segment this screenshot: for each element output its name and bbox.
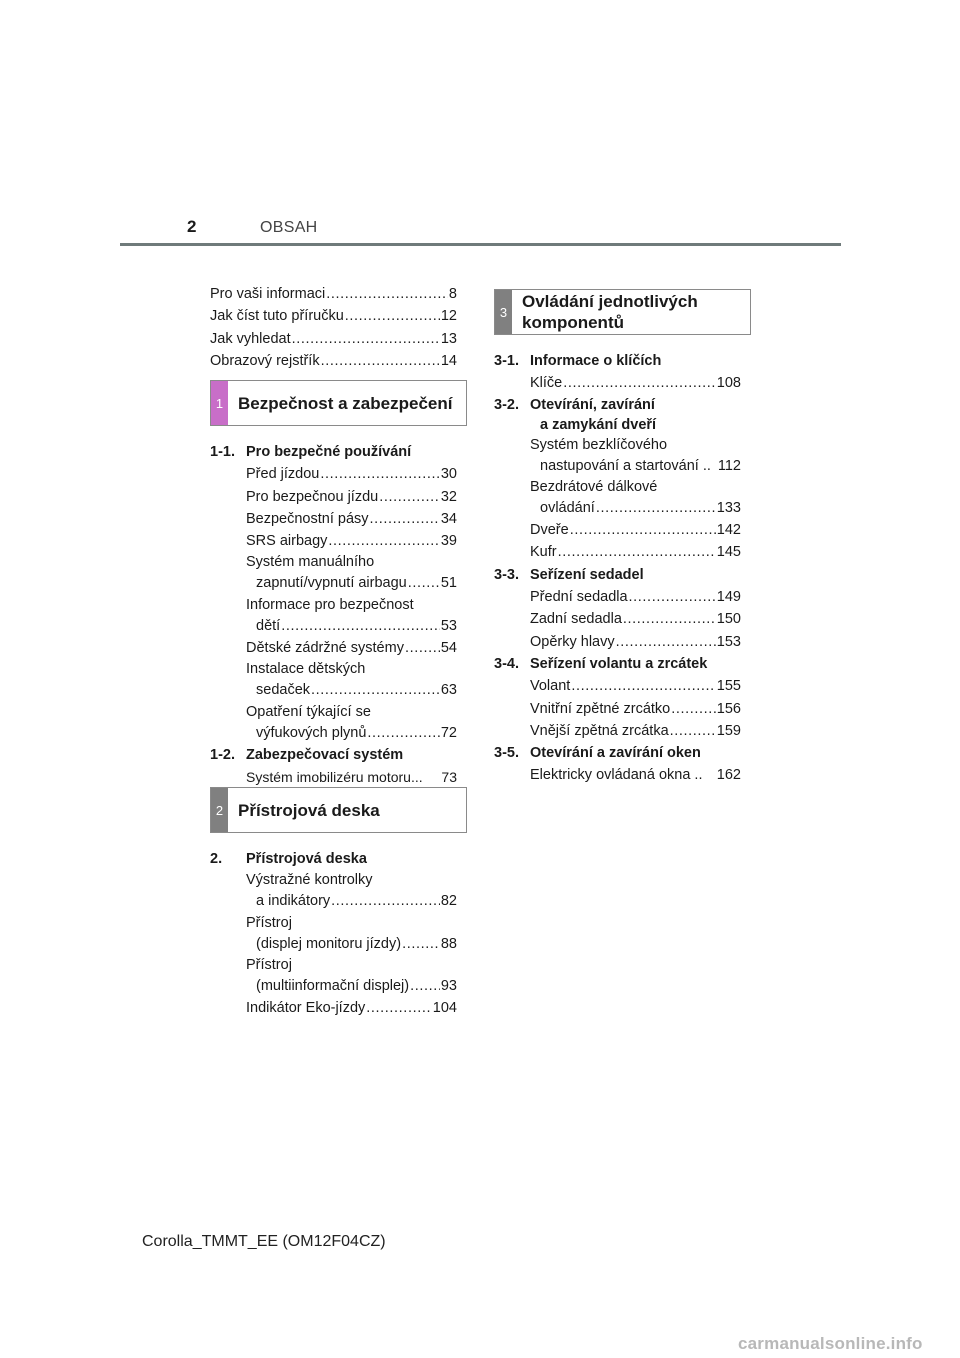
toc-entry[interactable] [210, 283, 457, 305]
chapter-3-tab: 3 [495, 290, 512, 334]
section-number: 3-1. [494, 353, 519, 369]
toc-page: 150 [716, 611, 741, 628]
leader-dots [408, 572, 440, 594]
leader-dots [292, 328, 440, 350]
toc-page: 149 [716, 589, 741, 606]
section-title: a zamykání dveří [540, 416, 657, 433]
section-heading[interactable] [494, 395, 741, 435]
leader-dots [629, 586, 716, 608]
toc-title: Volant [530, 678, 571, 695]
toc-title: Systém imobilizéru motoru... [246, 769, 423, 786]
toc-entry-multiline[interactable] [246, 913, 457, 955]
toc-title: Vnitřní zpětné zrcátko [530, 700, 671, 717]
toc-page: 108 [716, 375, 741, 392]
toc-page: 32 [440, 488, 457, 505]
toc-page: 51 [440, 575, 457, 592]
toc-page: 112 [717, 457, 741, 474]
toc-page: 82 [440, 893, 457, 910]
toc-entry[interactable] [210, 328, 457, 350]
toc-title: zapnutí/vypnutí airbagu [256, 575, 407, 592]
leader-dots [370, 508, 440, 530]
toc-page: 39 [440, 533, 457, 550]
leader-dots [328, 530, 439, 552]
toc-page: 88 [440, 935, 457, 952]
watermark: carmanualsonline.info [738, 1334, 923, 1353]
toc-entry[interactable] [530, 586, 741, 608]
section-title: Zabezpečovací systém [246, 746, 404, 763]
toc-entry[interactable] [210, 305, 457, 327]
leader-dots [311, 679, 440, 701]
toc-entry[interactable] [246, 766, 457, 788]
toc-entry[interactable] [210, 350, 457, 372]
section-title: Přístrojová deska [246, 851, 367, 867]
toc-title: Pro bezpečnou jízdu [246, 488, 379, 505]
toc-page: 63 [440, 682, 457, 699]
leader-dots [570, 519, 716, 541]
toc-title: výfukových plynů [256, 724, 367, 741]
toc-entry[interactable] [246, 463, 457, 485]
chapter-1-heading[interactable] [210, 380, 467, 426]
section-number: 3-4. [494, 655, 519, 672]
toc-title: Systém bezklíčového [530, 436, 668, 453]
leader-dots [623, 608, 716, 630]
toc-title: Informace pro bezpečnost [246, 596, 414, 613]
section-title: Pro bezpečné používání [246, 444, 412, 460]
section-heading[interactable] [494, 653, 741, 675]
section-number: 2. [210, 851, 223, 867]
section-heading[interactable] [210, 848, 457, 870]
section-heading[interactable] [210, 744, 457, 766]
toc-title: Systém manuálního [246, 554, 375, 571]
chapter-3-heading[interactable] [494, 289, 751, 335]
leader-dots [331, 890, 440, 912]
leader-dots [321, 350, 440, 372]
header-rule [120, 243, 841, 246]
chapter-2-heading[interactable] [210, 787, 467, 833]
toc-title: ovládání [540, 499, 595, 516]
toc-title: a indikátory [256, 893, 331, 910]
toc-title: Instalace dětských [246, 661, 366, 678]
toc-entry[interactable] [530, 720, 741, 742]
toc-entry[interactable] [246, 486, 457, 508]
toc-title: Opatření týkající se [246, 703, 371, 720]
chapter-3-title-line: komponentů [522, 313, 624, 332]
toc-title: Obrazový rejstřík [210, 352, 320, 369]
toc-page: 12 [440, 308, 457, 325]
toc-page: 54 [440, 640, 457, 657]
toc-entry[interactable] [530, 631, 741, 653]
toc-page: 73 [441, 769, 457, 786]
toc-title: Elektricky ovládaná okna .. [530, 767, 703, 784]
toc-entry-multiline[interactable] [246, 702, 457, 744]
section-heading[interactable] [494, 742, 741, 764]
chapter-3-list [494, 350, 741, 787]
toc-page: 155 [716, 678, 741, 695]
leader-dots [405, 637, 440, 659]
toc-title: Vnější zpětná zrcátka [530, 722, 669, 739]
leader-dots [345, 305, 440, 327]
leader-dots [596, 497, 716, 519]
toc-page: 162 [716, 767, 741, 784]
left-column [210, 283, 457, 372]
toc-page: 104 [432, 1000, 457, 1017]
toc-entry[interactable] [530, 675, 741, 697]
toc-entry[interactable] [530, 372, 741, 394]
leader-dots [410, 975, 440, 997]
chapter-1-title: Bezpečnost a zabezpečení [238, 393, 453, 413]
toc-page: 13 [440, 330, 457, 347]
toc-entry[interactable] [530, 698, 741, 720]
chapter-2-title: Přístrojová deska [238, 800, 380, 820]
toc-title: (multiinformační displej) [256, 977, 410, 994]
section-number: 3-2. [494, 396, 519, 413]
toc-entry[interactable] [246, 508, 457, 530]
toc-title: Dětské zádržné systémy [246, 640, 404, 657]
toc-title: Klíče [530, 375, 563, 392]
toc-page: 72 [440, 724, 457, 741]
leader-dots [366, 997, 432, 1019]
toc-page: 156 [716, 700, 741, 717]
section-title: Seřízení sedadel [530, 566, 644, 583]
toc-title: nastupování a startování .. [540, 457, 711, 474]
toc-title: Jak číst tuto příručku [210, 308, 344, 325]
section-title: Otevírání, zavírání [530, 396, 655, 413]
leader-dots [670, 720, 716, 742]
toc-page: 142 [716, 522, 741, 539]
toc-title: Pro vaši informaci [210, 286, 326, 302]
toc-page: 159 [716, 722, 741, 739]
chapter-2-list [210, 848, 457, 1019]
toc-title: Zadní sedadla [530, 611, 622, 628]
toc-entry[interactable] [530, 608, 741, 630]
section-number: 3-3. [494, 566, 519, 583]
toc-entry[interactable] [530, 519, 741, 541]
toc-entry[interactable] [246, 530, 457, 552]
toc-entry-multiline[interactable] [246, 870, 457, 912]
leader-dots [379, 486, 440, 508]
section-number: 1-2. [210, 746, 235, 763]
toc-title: Bezdrátové dálkové [530, 478, 658, 495]
toc-page: 145 [716, 544, 741, 561]
toc-title: Přístroj [246, 956, 292, 973]
toc-entry[interactable] [530, 541, 741, 563]
leader-dots [367, 722, 439, 744]
leader-dots [402, 933, 440, 955]
chapter-1-tab: 1 [211, 381, 228, 425]
toc-page: 133 [716, 499, 741, 516]
leader-dots [671, 698, 716, 720]
toc-page: 14 [440, 352, 457, 369]
section-heading[interactable] [210, 441, 457, 463]
toc-page: 53 [440, 617, 457, 634]
toc-title: (displej monitoru jízdy) [256, 935, 402, 952]
toc-entry[interactable] [246, 637, 457, 659]
toc-title: Kufr [530, 544, 557, 561]
leader-dots [320, 463, 440, 485]
toc-entry-multiline[interactable] [246, 659, 457, 701]
toc-entry-multiline[interactable] [530, 477, 741, 519]
section-number: 1-1. [210, 444, 235, 460]
toc-entry-multiline[interactable] [530, 435, 741, 477]
toc-page: 34 [440, 510, 457, 527]
leader-dots [558, 541, 716, 563]
toc-page: 93 [440, 977, 457, 994]
leader-dots [616, 631, 716, 653]
section-title: Informace o klíčích [530, 353, 662, 369]
toc-page: 30 [440, 466, 457, 483]
toc-title: Bezpečnostní pásy [246, 510, 369, 527]
toc-title: Před jízdou [246, 466, 320, 483]
toc-entry-multiline[interactable] [246, 595, 457, 637]
section-title: Otevírání a zavírání oken [530, 745, 701, 762]
leader-dots [281, 615, 440, 637]
leader-dots [563, 372, 716, 394]
chapter-1-list [210, 441, 457, 789]
toc-entry[interactable] [246, 997, 457, 1019]
toc-title: Indikátor Eko-jízdy [246, 1000, 366, 1017]
toc-title: dětí [256, 617, 281, 634]
toc-entry-multiline[interactable] [246, 955, 457, 997]
toc-title: Přední sedadla [530, 589, 628, 606]
page-number: 2 [187, 217, 197, 236]
toc-title: Výstražné kontrolky [246, 872, 373, 889]
leader-dots [326, 283, 448, 305]
section-heading[interactable] [494, 564, 741, 586]
toc-page: 8 [448, 286, 457, 302]
section-number: 3-5. [494, 745, 519, 762]
toc-entry-multiline[interactable] [246, 552, 457, 594]
toc-entry[interactable] [530, 764, 741, 786]
toc-title: sedaček [256, 682, 311, 699]
leader-dots [571, 675, 715, 697]
toc-title: Dveře [530, 522, 569, 539]
toc-title: Opěrky hlavy [530, 633, 615, 650]
chapter-3-title [512, 290, 698, 334]
chapter-3-title-line: Ovládání jednotlivých [522, 292, 698, 311]
toc-title: Jak vyhledat [210, 330, 291, 347]
toc-page: 153 [716, 633, 741, 650]
document-footer: Corolla_TMMT_EE (OM12F04CZ) [142, 1233, 386, 1250]
section-heading[interactable] [494, 350, 741, 372]
chapter-2-tab: 2 [211, 788, 228, 832]
page-title: OBSAH [260, 219, 318, 236]
section-title: Seřízení volantu a zrcátek [530, 655, 708, 672]
toc-title: Přístroj [246, 914, 292, 931]
toc-title: SRS airbagy [246, 533, 328, 550]
